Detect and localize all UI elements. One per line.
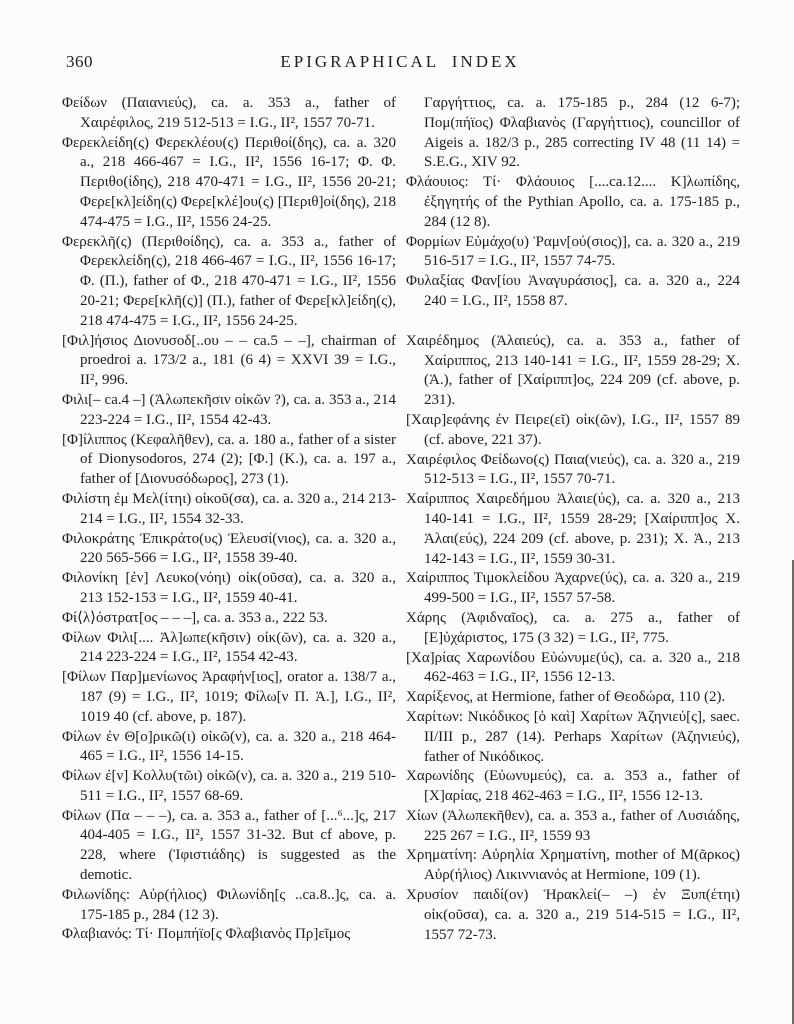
index-entry: Φερεκλῆ(ς) (Περιθοίδης), ca. a. 353 a., father of Φερεκλείδη(ς), 218 466-467 = I.G., II², 1556 16-17; Φ. (Π.), father of Φ., 218 470-471 = I.G., II², 1556 20-21; Φερε[κλῆ(ς)] (Π.), father of Φερε[κλ]είδη(ς), 218 474-475 = I.G., II², 1556 24-25. [62, 233, 396, 329]
index-entry: Φίλων (Πα – – –), ca. a. 353 a., father of [...⁶...]ς, 217 404-405 = I.G., II², 1557 31-32. But cf above, p. 228, where (Ἰφιστιάδης) is suggested as the demotic. [62, 807, 396, 884]
index-entry: Φιλωνίδης: Αὐρ(ήλιος) Φιλωνίδη[ς ..ca.8..]ς, ca. a. 175-185 p., 284 (12 3). [62, 886, 396, 923]
index-entry: Χαρίξενος, at Hermione, father of Θεοδώρα, 110 (2). [406, 689, 726, 706]
index-entry: [Φ]ίλιππος (Κεφαλῆθεν), ca. a. 180 a., father of a sister of Dionysodoros, 274 (2); [Φ.] (Κ.), ca. a. 197 a., father of [Διονυσόδωρος], 273 (1). [62, 431, 396, 488]
index-entry: Χίων (Ἀλωπεκῆθεν), ca. a. 353 a., father of Λυσιάδης, 225 267 = I.G., II², 1559 93 [406, 807, 740, 844]
index-entry: Φυλαξίας Φαν[ίου Ἀναγυράσιος], ca. a. 320 a., 224 240 = I.G., II², 1558 87. [406, 273, 740, 309]
index-entry: Φλάουιος: Τί· Φλάουιος [....ca.12.... Κ]λωπίδης, ἐξηγητής of the Pythian Apollo, ca. a. 175-185 p., 284 (12 8). [406, 174, 740, 230]
index-entry: Φιλονίκη [ἐν] Λευκο(νόηι) οἰκ(οῦσα), ca. a. 320 a., 213 152-153 = I.G., II², 1559 40-41. [62, 570, 396, 606]
column-left [62, 94, 396, 945]
index-entry: Φίλων ἐν Θ[ο]ρικῶ(ι) οἰκῶ(ν), ca. a. 320 a., 218 464-465 = I.G., II², 1556 14-15. [62, 728, 396, 765]
index-body [62, 94, 740, 945]
index-entry: Φείδων (Παιανιεύς), ca. a. 353 a., father of Χαιρέφιλος, 219 512-513 = I.G., II², 1557 70-71. [62, 95, 396, 131]
index-entry: Χαρίτων: Νικόδικος [ὁ καὶ] Χαρίτων Ἀζηνιεύ[ς], saec. II/III p., 287 (14). Perhaps Χαρίτων (Ἀζηνιεύς), father of Νικόδικος. [406, 708, 740, 765]
index-entry: Χρηματίνη: Αὐρηλία Χρηματίνη, mother of Μ(ᾶρκος) Αὐρ(ήλιος) Λικιννιανός at Hermione, 109 (1). [406, 847, 740, 884]
index-entry: Φλαβιανός: Τί· Πομπήϊο[ς Φλαβιανὸς Πρ]εῖμος [62, 926, 351, 943]
column-right [406, 94, 740, 945]
page-header [62, 52, 738, 76]
index-entry: [Χα]ρίας Χαρωνίδου Εὐώνυμε(ύς), ca. a. 320 a., 218 462-463 = I.G., II², 1556 12-13. [406, 649, 740, 686]
page-number: 360 [66, 52, 93, 71]
index-entry: Φιλοκράτης Ἐπικράτο(υς) Ἐλευσί(νιος), ca. a. 320 a., 220 565-566 = I.G., II², 1558 39-40. [62, 530, 396, 567]
index-entry: Φίλων Φιλι[.... Ἀλ]ωπε(κῆσιν) οἰκ(ῶν), ca. a. 320 a., 214 223-224 = I.G., II², 1554 42-43. [62, 629, 396, 666]
index-entry: Χάρης (Ἀφιδναῖος), ca. a. 275 a., father of [Ε]ὐχάριστος, 175 (3 32) = I.G., II², 775. [406, 609, 740, 646]
index-entry: Χαιρέδημος (Ἁλαιεύς), ca. a. 353 a., father of Χαίριππος, 213 140-141 = I.G., II², 1559 28-29; Χ. (Ἁ.), father of [Χαίριππ]ος, 224 209 (cf. above, p. 231). [406, 332, 740, 409]
index-entry: Χρυσίον παιδί(ον) Ἡρακλεί(– –) ἐν Ξυπ(έτηι) οἰκ(οῦσα), ca. a. 320 a., 219 514-515 = I.G., II², 1557 72-73. [406, 887, 740, 943]
index-entry: Γαργήττιος, ca. a. 175-185 p., 284 (12 6-7); Πομ(πήϊος) Φλαβιανὸς (Γαργήττιος), councillor of Aigeis a. 182/3 p., 285 correcting IV 48 (11 14) = S.E.G., XIV 92. [424, 95, 740, 171]
index-entry: Φερεκλείδη(ς) Φερεκλέου(ς) Περιθοί(δης), ca. a. 320 a., 218 466-467 = I.G., II², 1556 16-17; Φ. Φ. Περιθο(ίδης), 218 470-471 = I.G., II², 1556 20-21; Φερε[κλ]είδη(ς) Φερε[κλέ]ου(ς) [Περιθ]οί(δης), 218 474-475 = I.G., II², 1556 24-25. [62, 134, 396, 230]
index-entry: [Φίλων Παρ]μενίωνος Ἀραφήν[ιος], orator a. 138/7 a., 187 (9) = I.G., II², 1019; Φίλω[ν Π. Ἀ.], I.G., II², 1019 40 (cf. above, p. 187). [62, 669, 396, 725]
index-entry: Φί⟨λ⟩όστρατ[ος – – –], ca. a. 353 a., 222 53. [62, 609, 328, 626]
index-entry: Φιλι[– ca.4 –] (Ἀλωπεκῆσιν οἰκῶν ?), ca. a. 353 a., 214 223-224 = I.G., II², 1554 42-43. [62, 391, 396, 428]
index-entry: Χαίριππος Τιμοκλείδου Ἀχαρνε(ύς), ca. a. 320 a., 219 499-500 = I.G., II², 1557 57-58. [406, 570, 740, 607]
index-entry: Χαίριππος Χαιρεδήμου Ἁλαιε(ύς), ca. a. 320 a., 213 140-141 = I.G., II², 1559 28-29; [Χαίριππ]ος Χ. Ἁλαι(εύς), 224 209 (cf. above, p. 231); Χ. Ἁ., 213 142-143 = I.G., II², 1559 30-31. [406, 491, 740, 567]
index-entry: [Χαιρ]εφάνης ἐν Πειρε(εῖ) οἰκ(ῶν), I.G., II², 1557 89 (cf. above, 221 37). [406, 411, 740, 448]
index-entry: [Φιλ]ήσιος Διονυσοδ[..ου – – ca.5 – –], chairman of proedroi a. 173/2 a., 181 (6 4) = XXVI 39 = I.G., II², 996. [62, 332, 396, 389]
index-entry: Φιλίστη ἐμ Μελ(ίτηι) οἰκοῦ(σα), ca. a. 320 a., 214 213-214 = I.G., II², 1554 32-33. [62, 490, 396, 527]
index-entry: Χαρωνίδης (Εὐωνυμεύς), ca. a. 353 a., father of [Χ]αρίας, 218 462-463 = I.G., II², 1556 12-13. [406, 768, 740, 805]
page-title: EPIGRAPHICAL INDEX [280, 52, 520, 71]
index-entry: Φίλων ἐ[ν] Κολλυ(τῶι) οἰκῶ(ν), ca. a. 320 a., 219 510-511 = I.G., II², 1557 68-69. [62, 768, 396, 804]
index-entry: Χαιρέφιλος Φείδωνο(ς) Παια(νιεύς), ca. a. 320 a., 219 512-513 = I.G., II², 1557 70-71. [406, 451, 740, 488]
index-entry: Φορμίων Εὐμάχο(υ) Ῥαμν[ού(σιος)], ca. a. 320 a., 219 516-517 = I.G., II², 1557 74-75. [406, 233, 740, 270]
